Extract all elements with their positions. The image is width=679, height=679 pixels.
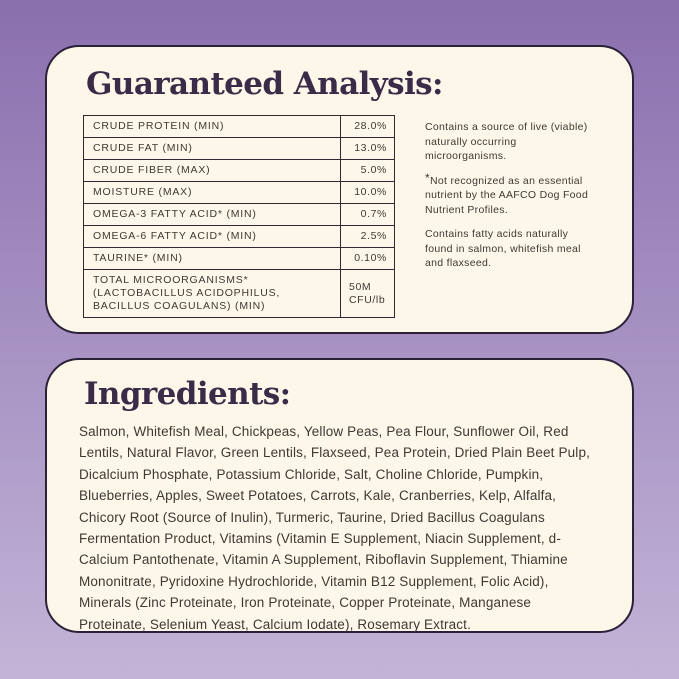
nutrient-label: OMEGA-6 FATTY ACID* (MIN) (84, 226, 341, 248)
nutrient-label: CRUDE FIBER (MAX) (84, 160, 341, 182)
ingredients-list-text: Salmon, Whitefish Meal, Chickpeas, Yellow Peas, Pea Flour, Sunflower Oil, Red Lentils, Natural Flavor, Green Lentils, Flaxseed, Pea Protein, Dried Plain Beet Pulp, Dicalcium Phosphate, Potassium Chloride, Salt, Choline Chloride, Pumpkin, Blueberries, Apples, Sweet Potatoes, Carrots, Kale, Cranberries, Kelp, Alfalfa, Chicory Root (Source of Inulin), Turmeric, Taurine, Dried Bacillus Coagulans Fermentation Product, Vitamins (Vitamin E Supplement, Niacin Supplement, d-Calcium Pantothenate, Vitamin A Supplement, Riboflavin Supplement, Thiamine Mononitrate, Pyridoxine Hydrochloride, Vitamin B12 Supplement, Folic Acid), Minerals (Zinc Proteinate, Iron Proteinate, Copper Proteinate, Manganese Proteinate, Selenium Yeast, Calcium Iodate), Rosemary Extract. (79, 424, 591, 632)
footnote-text: Not recognized as an essential nutrient by the AAFCO Dog Food Nutrient Profiles. (425, 174, 589, 216)
nutrient-value: 5.0% (341, 160, 395, 182)
analysis-table-row (84, 182, 395, 204)
nutrient-value: 0.7% (341, 204, 395, 226)
analysis-table-row (84, 248, 395, 270)
analysis-table (83, 115, 395, 318)
analysis-table-row (84, 270, 395, 318)
nutrient-label: OMEGA-3 FATTY ACID* (MIN) (84, 204, 341, 226)
nutrient-value: 0.10% (341, 248, 395, 270)
footnote-text: Contains a source of live (viable) naturally occurring microorganisms. (425, 121, 588, 162)
analysis-table-row (84, 226, 395, 248)
analysis-table-row (84, 160, 395, 182)
ingredients-card (45, 358, 634, 633)
ingredients-title: Ingredients: (84, 376, 291, 412)
analysis-footnote (425, 227, 593, 271)
nutrient-label: CRUDE FAT (MIN) (84, 138, 341, 160)
nutrient-value: 10.0% (341, 182, 395, 204)
analysis-footnote: *Not recognized as an essential nutrient by the AAFCO Dog Food Nutrient Profiles. (425, 170, 589, 216)
footnote-text: Contains fatty acids naturally found in salmon, whitefish meal and flaxseed. (425, 228, 581, 269)
guaranteed-analysis-title: Guaranteed Analysis: (86, 66, 443, 102)
analysis-table-row (84, 204, 395, 226)
analysis-table-row (84, 138, 395, 160)
analysis-notes (425, 120, 593, 281)
guaranteed-analysis-card (45, 45, 634, 334)
guaranteed-analysis-body (83, 115, 596, 318)
nutrient-label: TOTAL MICROORGANISMS* (LACTOBACILLUS ACIDOPHILUS, BACILLUS COAGULANS) (MIN) (84, 270, 341, 318)
analysis-table-body (84, 116, 395, 318)
nutrient-value: 13.0% (341, 138, 395, 160)
nutrient-value: 50M CFU/lb (341, 270, 395, 318)
analysis-footnote (425, 120, 593, 164)
nutrient-label: TAURINE* (MIN) (84, 248, 341, 270)
nutrient-label: CRUDE PROTEIN (MIN) (84, 116, 341, 138)
nutrient-label: MOISTURE (MAX) (84, 182, 341, 204)
nutrient-value: 28.0% (341, 116, 395, 138)
nutrient-value: 2.5% (341, 226, 395, 248)
analysis-table-row (84, 116, 395, 138)
